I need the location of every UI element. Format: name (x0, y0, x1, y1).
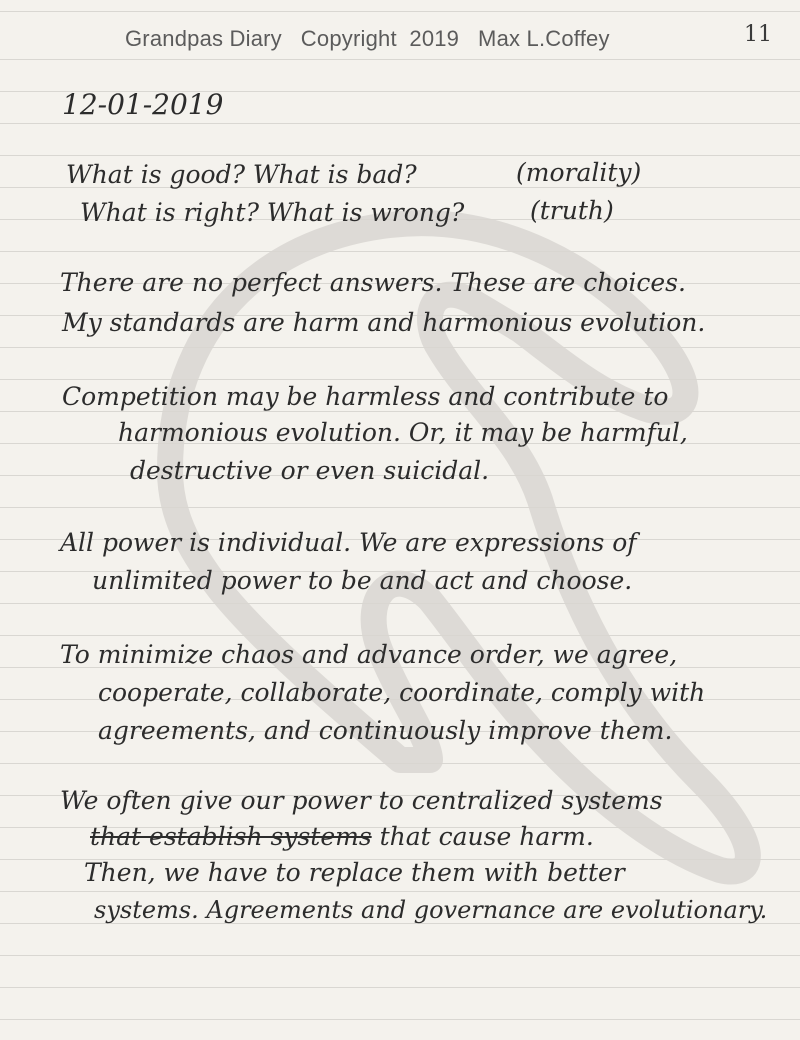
line-1-note: (morality) (516, 158, 642, 187)
line-15: Then, we have to replace them with better (84, 858, 625, 887)
line-12: agreements, and continuously improve them. (98, 716, 673, 745)
line-10: To minimize chaos and advance order, we agree, (60, 640, 678, 669)
page-header (0, 22, 800, 56)
entry-date: 12-01-2019 (62, 88, 224, 121)
line-1: What is good? What is bad? (66, 160, 417, 189)
line-16: systems. Agreements and governance are evolutionary. (94, 896, 768, 924)
line-13: We often give our power to centralized systems (60, 786, 663, 815)
line-5: Competition may be harmless and contribute to (62, 382, 669, 411)
line-8: All power is individual. We are expressions of (60, 528, 637, 557)
line-14 (90, 822, 594, 851)
struck-text: that establish systems (90, 822, 372, 851)
line-9: unlimited power to be and act and choose. (92, 566, 633, 595)
line-2: What is right? What is wrong? (80, 198, 465, 227)
line-6: harmonious evolution. Or, it may be harmful, (118, 418, 688, 447)
line-3: There are no perfect answers. These are choices. (60, 268, 686, 297)
line-7: destructive or even suicidal. (130, 456, 490, 485)
header-title: Grandpas Diary Copyright 2019 Max L.Coffey (125, 26, 610, 51)
line-11: cooperate, collaborate, coordinate, comply with (98, 678, 706, 707)
line-2-note: (truth) (530, 196, 614, 225)
line-4: My standards are harm and harmonious evolution. (62, 308, 706, 337)
line-14-text: that cause harm. (371, 822, 594, 851)
page-number: 11 (744, 22, 772, 47)
